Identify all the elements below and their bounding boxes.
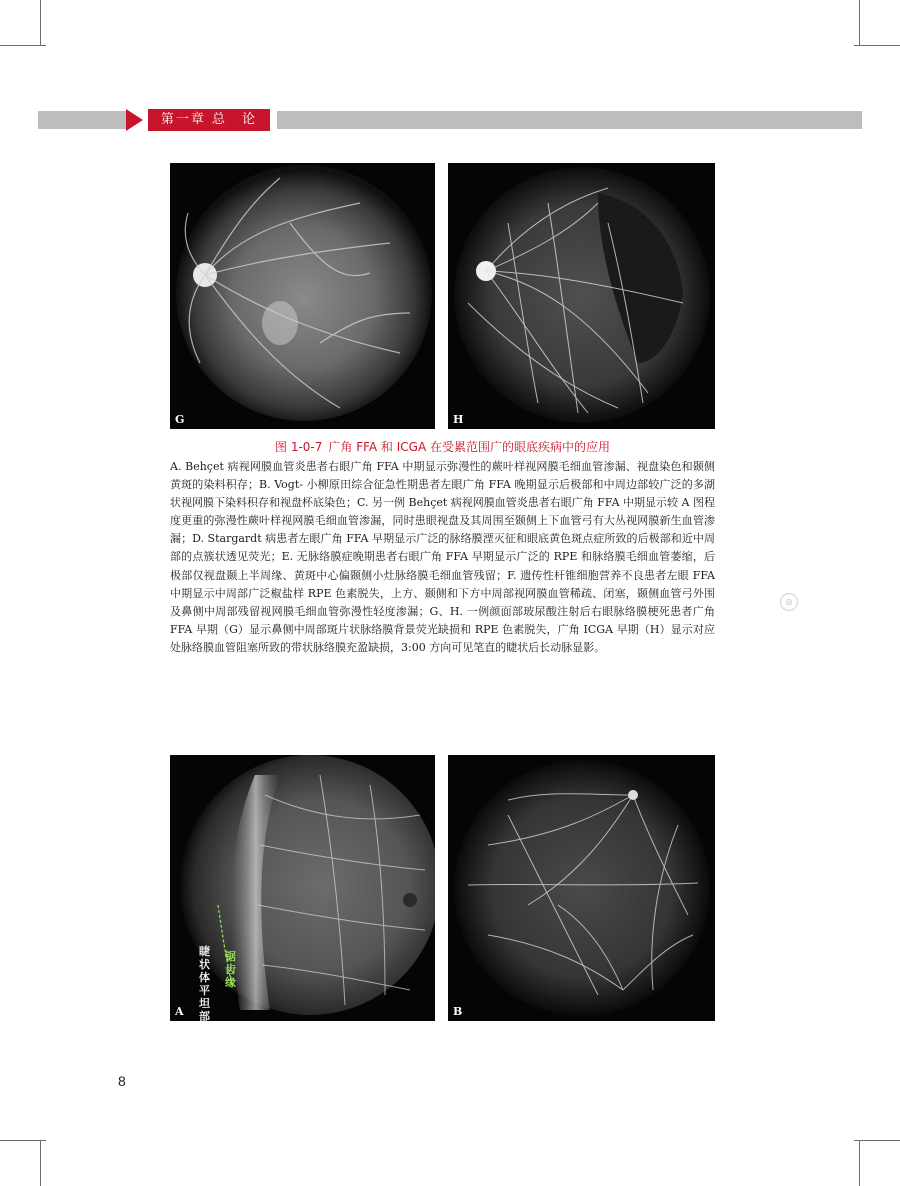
crop-mark bbox=[40, 0, 41, 46]
figure-title: 广角 FFA 和 ICGA 在受累范围广的眼底疾病中的应用 bbox=[328, 440, 610, 454]
crop-mark bbox=[854, 45, 900, 46]
crop-mark bbox=[0, 1140, 46, 1141]
crop-mark bbox=[40, 1140, 41, 1186]
label-ora-serrata: 锯齿缘 bbox=[225, 950, 236, 989]
figure-caption-title bbox=[170, 438, 715, 456]
panel-letter: G bbox=[175, 413, 185, 426]
header-arrow-icon bbox=[126, 109, 143, 131]
panel-letter: B bbox=[453, 1005, 463, 1018]
figure-caption-body: A. Behçet 病视网膜血管炎患者右眼广角 FFA 中期显示弥漫性的蕨叶样视网膜毛细血管渗漏、视盘染色和颞侧黄斑的染料积存；B. Vogt- 小柳原田综合征急性期患者左眼广角 FFA 晚期显示后极部和中周边部较广泛的多湖状视网膜下染料积存和视盘杯底染色；C. 另一例 Behçet 病视网膜血管炎患者右眼广角 FFA 中期显示较 A 图程度更重的弥漫性蕨叶样视网膜毛细血管渗漏，同时患眼视盘及其周围至颞侧上下血管弓有大丛视网膜新生血管渗漏；D. Stargardt 病患者左眼广角 FFA 早期显示广泛的脉络膜湮灭征和眼底黄色斑点症所致的后极部和近中周部的点簇状透见荧光；E. 无脉络膜症晚期患者右眼广角 FFA 早期显示广泛的 RPE 和脉络膜毛细血管萎缩，后极部仅视盘颞上半周缘、黄斑中心偏颞侧小灶脉络膜毛细血管残留；F. 遗传性杆锥细胞营养不良患者左眼 FFA 中期显示中周部广泛椒盐样 RPE 色素脱失，上方、颞侧和下方中周部视网膜血管稀疏、闭塞，颞侧血管弓外围及鼻侧中周部残留视网膜毛细血管弥漫性轻度渗漏；G、H. 一例颜面部玻尿酸注射后右眼脉络膜梗死患者广角 FFA 早期（G）显示鼻侧中周部斑片状脉络膜背景荧光缺损和 RPE 色素脱失，广角 ICGA 早期（H）显示对应处脉络膜血管阻塞所致的带状脉络膜充盈缺损，3:00 方向可见笔直的睫状后长动脉显影。 bbox=[170, 460, 715, 654]
crop-mark bbox=[859, 0, 860, 46]
watermark-icon: ◎ bbox=[780, 593, 798, 611]
header-bar bbox=[277, 111, 862, 129]
fundus-image-g bbox=[170, 163, 435, 429]
figure-number: 图 1-0-7 bbox=[275, 440, 323, 454]
crop-mark bbox=[854, 1140, 900, 1141]
chapter-title: 第一章 总 论 bbox=[148, 109, 270, 131]
page-number: 8 bbox=[118, 1073, 126, 1089]
header-bar bbox=[38, 111, 126, 129]
label-pars-plana: 睫状体平坦部 bbox=[199, 945, 210, 1023]
crop-mark bbox=[859, 1140, 860, 1186]
fundus-image-b bbox=[448, 755, 715, 1021]
panel-letter: A bbox=[175, 1005, 184, 1018]
panel-letter: H bbox=[453, 413, 464, 426]
fundus-image-h bbox=[448, 163, 715, 429]
crop-mark bbox=[0, 45, 46, 46]
